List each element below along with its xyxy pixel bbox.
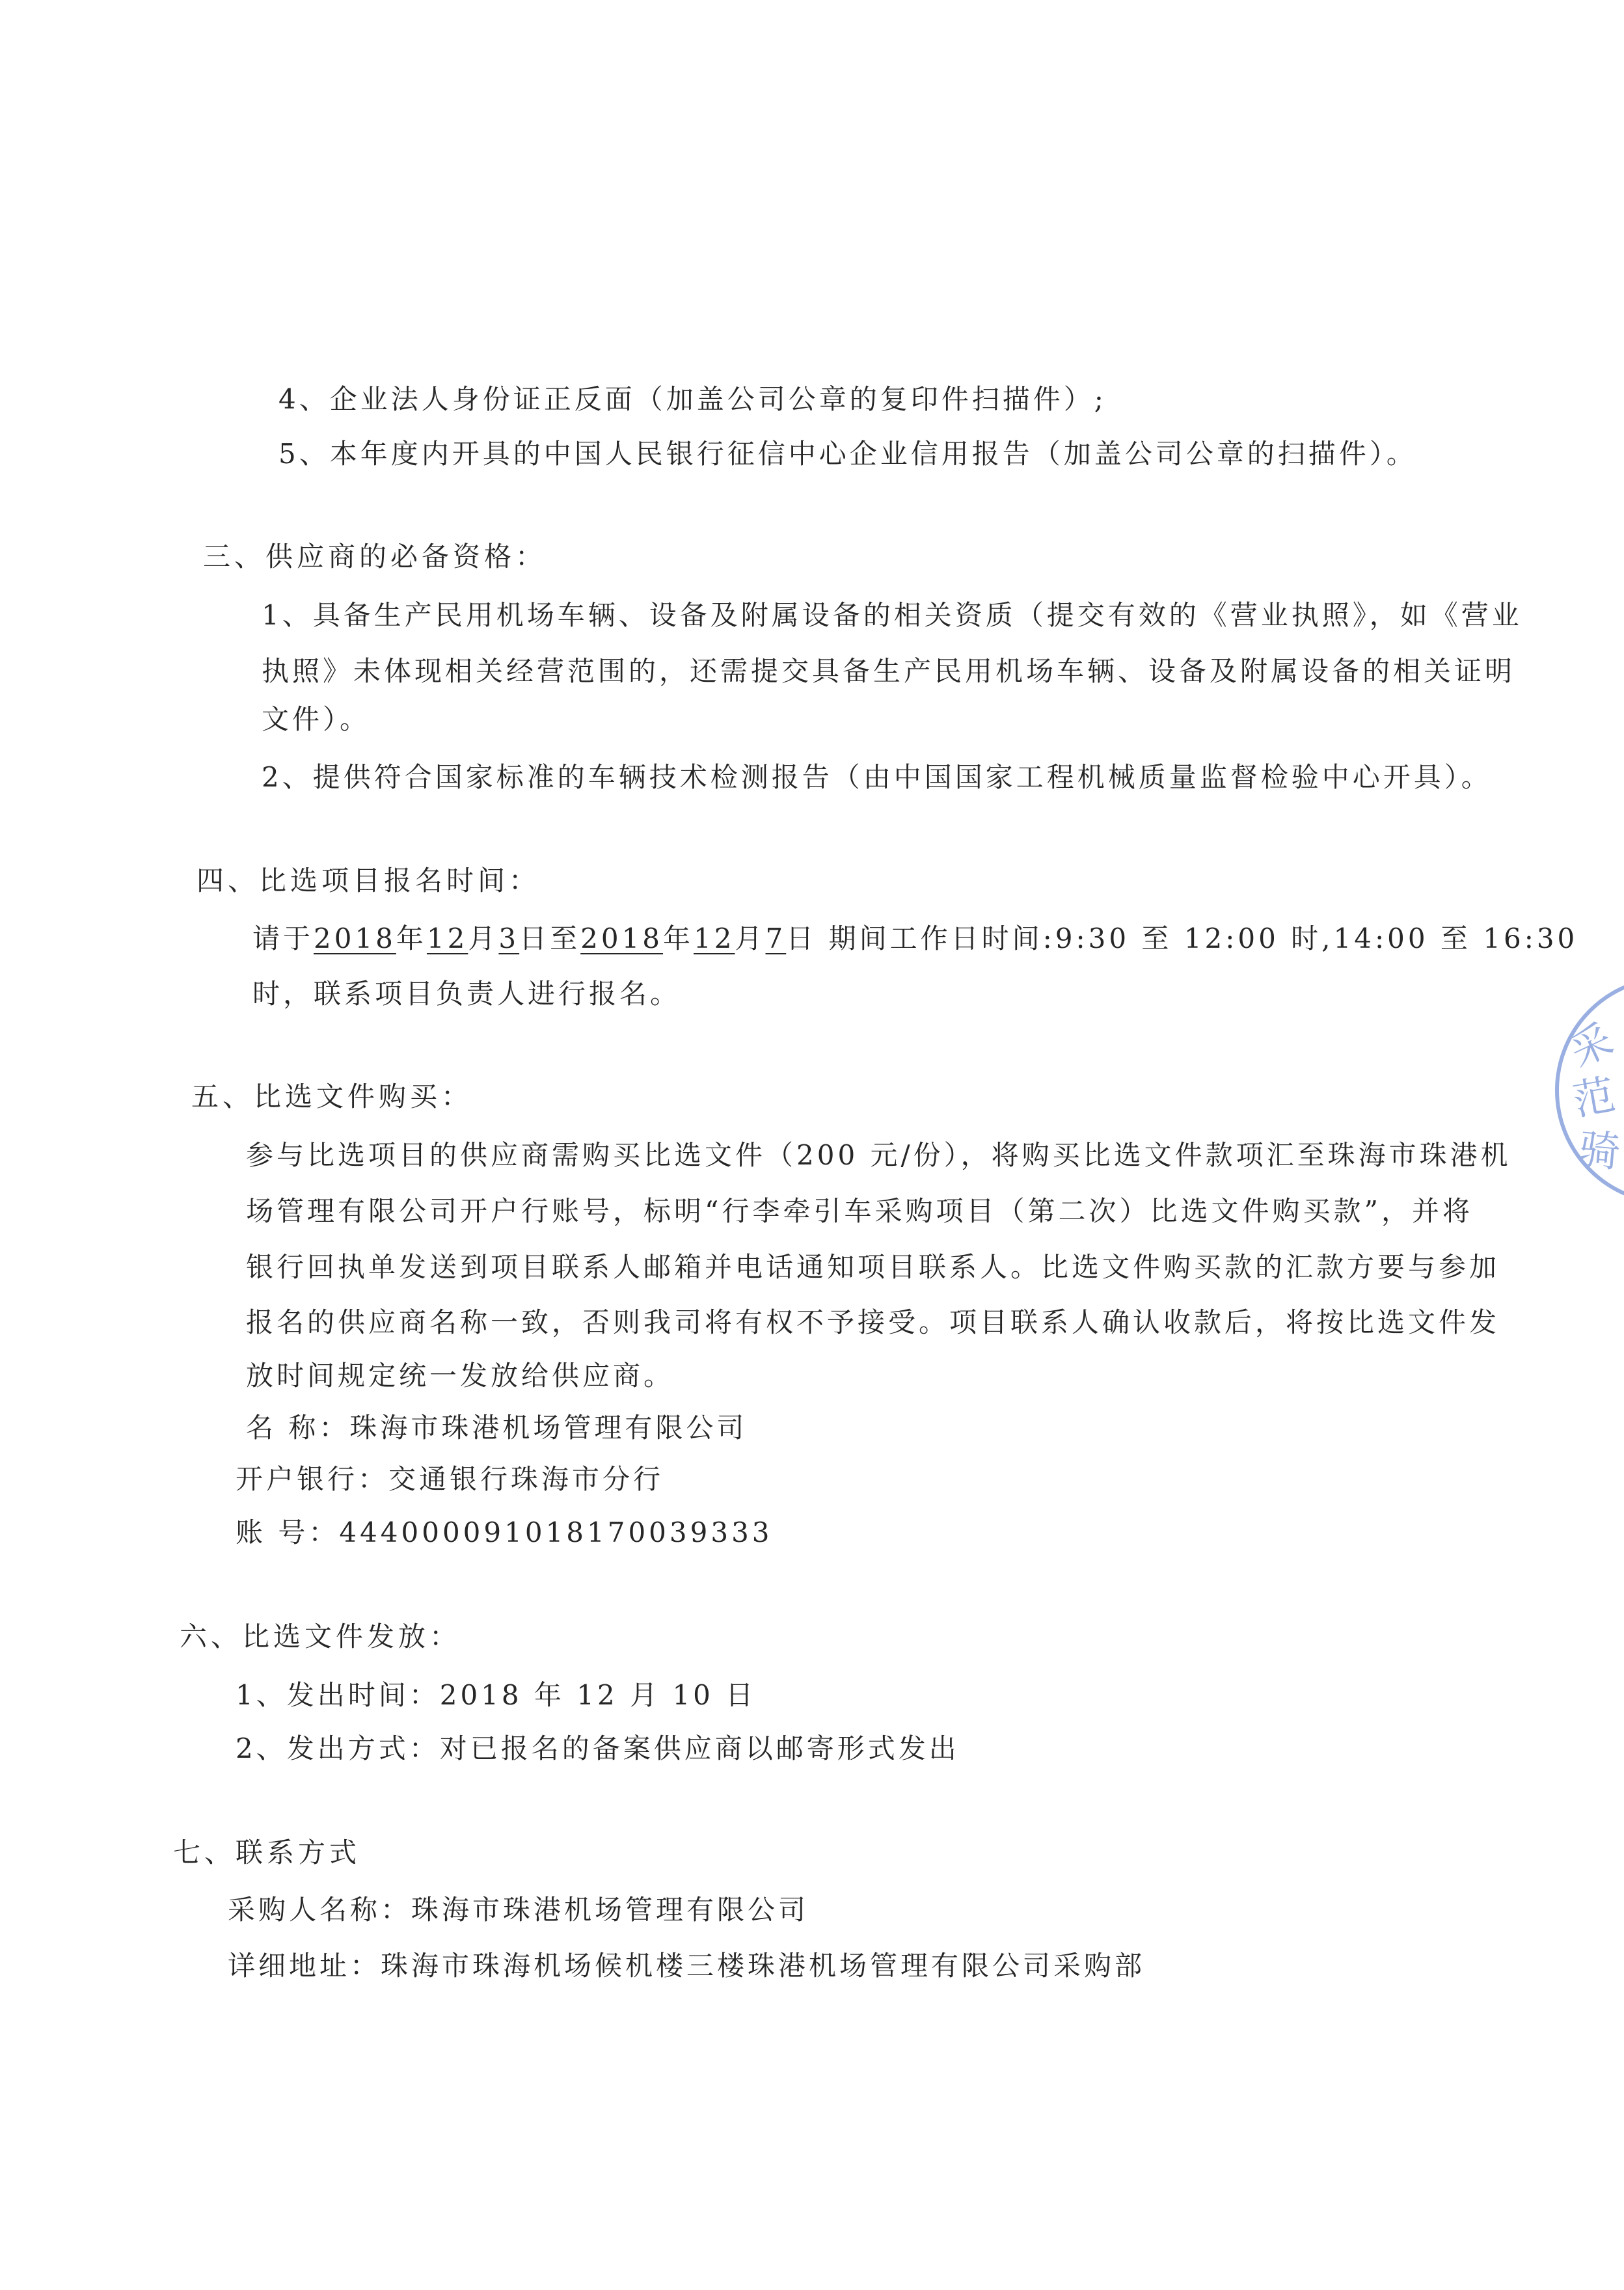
section-6-item2: 2、发出方式：对已报名的备案供应商以邮寄形式发出 (236, 1732, 960, 1764)
section-4-prefix: 请于 (252, 923, 314, 954)
section-3-p2: 2、提供符合国家标准的车辆技术检测报告（由中国国家工程机械质量监督检验中心开具）。 (262, 761, 1492, 793)
section-3-p1-line3: 文件）。 (262, 703, 371, 735)
start-year-unit: 年 (396, 923, 427, 954)
payee-name: 名 称：珠海市珠港机场管理有限公司 (246, 1412, 748, 1444)
payee-account: 账 号：444000091018170039333 (236, 1516, 773, 1548)
section-3-p1-line2: 执照》未体现相关经营范围的，还需提交具备生产民用机场车辆、设备及附属设备的相关证明 (262, 655, 1516, 687)
section-5-p-line3: 银行回执单发送到项目联系人邮箱并电话通知项目联系人。比选文件购买款的汇款方要与参加 (246, 1251, 1500, 1283)
section-5-heading: 五、比选文件购买： (191, 1081, 473, 1112)
item-4: 4、企业法人身份证正反面（加盖公司公章的复印件扫描件）; (278, 383, 1107, 415)
item-5: 5、本年度内开具的中国人民银行征信中心企业信用报告（加盖公司公章的扫描件）。 (278, 438, 1417, 470)
start-month: 12 (426, 923, 468, 954)
end-month: 12 (694, 923, 735, 954)
section-5-p-line5: 放时间规定统一发放给供应商。 (246, 1360, 675, 1392)
end-year: 2018 (580, 923, 664, 954)
section-3-heading: 三、供应商的必备资格： (203, 541, 547, 572)
end-month-unit: 月 (735, 923, 766, 954)
purchaser-address: 详细地址：珠海市珠海机场候机楼三楼珠港机场管理有限公司采购部 (228, 1950, 1146, 1982)
stamp-char-2: 范 (1569, 1071, 1619, 1125)
section-4-line2: 时，联系项目负责人进行报名。 (252, 978, 681, 1010)
section-5-p-line2: 场管理有限公司开户行账号，标明“行李牵引车采购项目（第二次）比选文件购买款”，并将 (246, 1195, 1473, 1227)
section-6-item1: 1、发出时间：2018 年 12 月 10 日 (236, 1679, 757, 1711)
start-year: 2018 (314, 923, 396, 954)
start-day: 3 (498, 923, 520, 954)
stamp-char-1: 采 (1562, 1015, 1621, 1077)
end-day: 7 (765, 923, 787, 954)
working-hours: 日 期间工作日时间:9:30 至 12:00 时,14:00 至 16:30 (786, 923, 1578, 954)
seal-stamp (1555, 976, 1624, 1205)
purchaser-name: 采购人名称：珠海市珠港机场管理有限公司 (228, 1894, 809, 1926)
section-4-line1 (252, 921, 1578, 957)
section-4-heading: 四、比选项目报名时间： (196, 865, 541, 896)
payee-bank: 开户银行：交通银行珠海市分行 (236, 1463, 664, 1495)
start-day-unit: 日至 (519, 923, 581, 954)
section-5-p-line4: 报名的供应商名称一致，否则我司将有权不予接受。项目联系人确认收款后，将按比选文件发 (246, 1306, 1500, 1338)
section-7-heading: 七、联系方式 (173, 1837, 361, 1868)
section-5-p-line1: 参与比选项目的供应商需购买比选文件（200 元/份），将购买比选文件款项汇至珠海市珠港机 (246, 1139, 1511, 1171)
end-year-unit: 年 (663, 923, 694, 954)
start-month-unit: 月 (468, 923, 499, 954)
section-6-heading: 六、比选文件发放： (180, 1621, 461, 1652)
stamp-char-3: 骑 (1576, 1125, 1623, 1178)
section-3-p1-line1: 1、具备生产民用机场车辆、设备及附属设备的相关资质（提交有效的《营业执照》，如《营业 (262, 599, 1522, 631)
